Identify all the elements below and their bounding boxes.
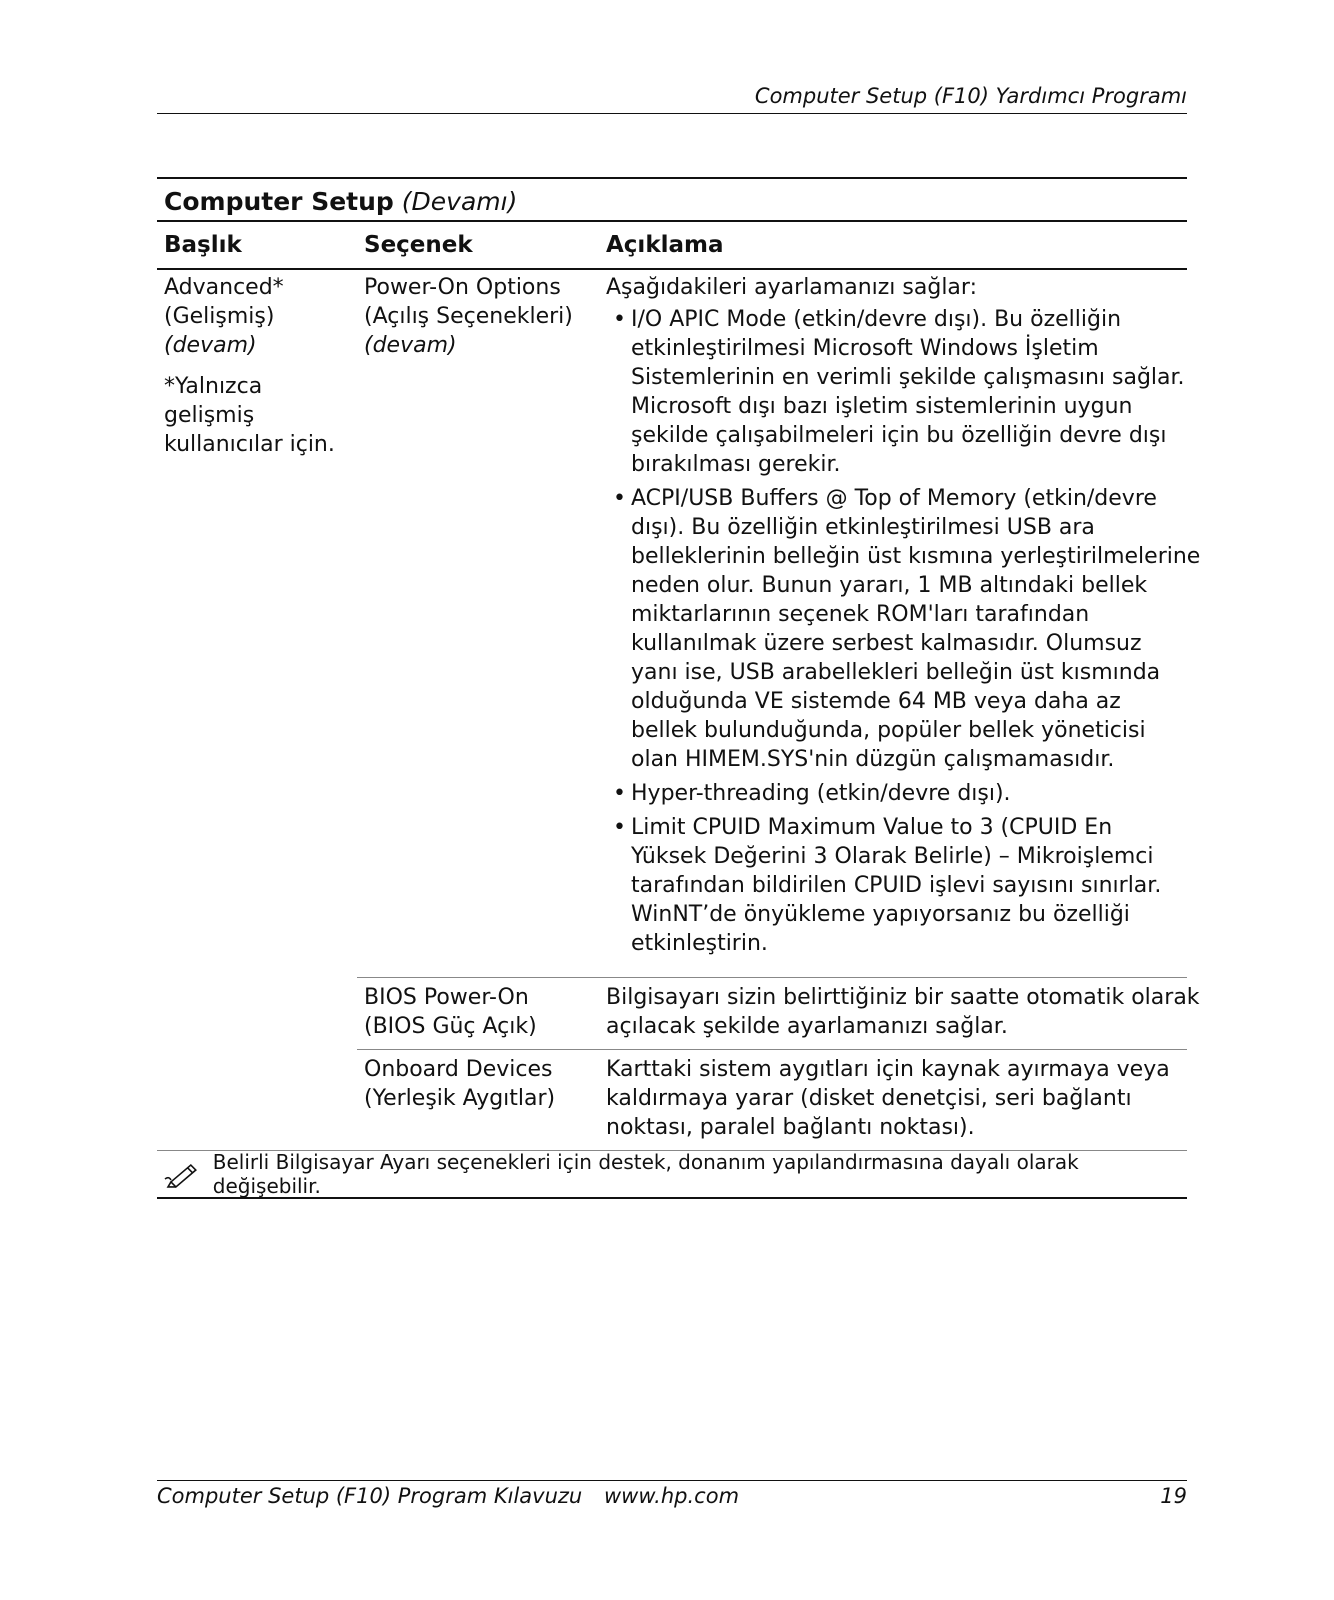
bullet-line: şekilde çalışabilmeleri için bu özelliğin devre dışı [631,423,1167,448]
heading-note-line: kullanıcılar için. [164,432,335,457]
option-continued: (devam) [364,333,457,358]
bullet-item [631,484,1201,774]
bullet-line: yanı ise, USB arabellekleri belleğin üst kısmında [631,660,1161,685]
table-title-main: Computer Setup [164,187,394,216]
description-line: açılacak şekilde ayarlamanızı sağlar. [606,1014,1008,1039]
bullet-line: kullanılmak üzere serbest kalmasıdır. Olumsuz [631,631,1142,656]
footer-title: Computer Setup (F10) Program Kılavuzu [157,1484,583,1508]
heading-line: (Gelişmiş) [164,304,275,329]
bullet-line: dışı). Bu özelliğin etkinleştirilmesi USB ara [631,515,1095,540]
header-secenek: Seçenek [364,232,473,258]
option-cell [357,1055,599,1142]
heading-line: Advanced* [164,275,284,300]
column-headers [157,222,1187,268]
footer-url: www.hp.com [604,1484,740,1508]
heading-note-line: *Yalnızca [164,374,263,399]
bullet-line: Microsoft dışı bazı işletim sistemlerinin uygun [631,394,1133,419]
description-intro: Aşağıdakileri ayarlamanızı sağlar: [606,275,977,300]
description-cell [599,1055,1187,1142]
bullet-item [631,779,1187,808]
bullet-line: Yüksek Değerini 3 Olarak Belirle) – Mikroişlemci [631,844,1154,869]
table-row [157,270,1201,963]
header-rule [157,113,1187,114]
bullet-line: olduğunda VE sistemde 64 MB veya daha az [631,689,1121,714]
option-line: BIOS Power-On [364,985,529,1010]
description-cell [599,983,1200,1041]
bullet-list [606,305,1201,958]
bullet-line: olan HIMEM.SYS'nin düzgün çalışmamasıdır. [631,747,1115,772]
bullet-line: • Hyper-threading (etkin/devre dışı). [631,781,1011,806]
bullet-line: belleklerinin belleğin üst kısmına yerleştirilmelerine [631,544,1201,569]
pencil-note-icon [163,1160,201,1188]
bullet-line: WinNT’de önyükleme yapıyorsanız bu özelliği [631,902,1130,927]
bullet-line: • I/O APIC Mode (etkin/devre dışı). Bu özelliğin [631,307,1122,332]
bullet-line: neden olur. Bunun yararı, 1 MB altındaki bellek [631,573,1148,598]
option-line: (Açılış Seçenekleri) [364,304,573,329]
table-row [157,978,1200,1049]
bullet-item [631,813,1187,958]
computer-setup-table [157,177,1201,1199]
bullet-line: etkinleştirin. [631,931,768,956]
header-baslik: Başlık [164,232,242,258]
table-title-continued: (Devamı) [401,187,518,216]
bullet-line: bellek bulunduğunda, popüler bellek yöneticisi [631,718,1146,743]
description-line: kaldırmaya yarar (disket denetçisi, seri bağlantı [606,1086,1132,1111]
bullet-line: etkinleştirilmesi Microsoft Windows İşletim [631,336,1099,361]
heading-cell [157,273,357,963]
footer-rule [157,1480,1187,1481]
bullet-line: Sistemlerinin en verimli şekilde çalışmasını sağlar. [631,365,1185,390]
option-cell [357,273,599,963]
bullet-line: • ACPI/USB Buffers @ Top of Memory (etkin/devre [631,486,1157,511]
option-cell [357,983,599,1041]
bullet-line: bırakılması gerekir. [631,452,841,477]
description-cell [599,273,1201,963]
heading-continued: (devam) [164,333,257,358]
document-page [157,0,1201,1600]
option-line: (BIOS Güç Açık) [364,1014,537,1039]
description-line: Bilgisayarı sizin belirttiğiniz bir saatte otomatik olarak [606,985,1200,1010]
description-line: Karttaki sistem aygıtları için kaynak ayırmaya veya [606,1057,1170,1082]
running-header: Computer Setup (F10) Yardımcı Programı [754,84,1187,108]
table-row [157,1050,1187,1150]
option-line: Power-On Options [364,275,561,300]
bullet-line: miktarlarının seçenek ROM'ları tarafından [631,602,1090,627]
bullet-line: tarafından bildirilen CPUID işlevi sayısını sınırlar. [631,873,1162,898]
description-line: noktası, paralel bağlantı noktası). [606,1115,975,1140]
note-text: Belirli Bilgisayar Ayarı seçenekleri için destek, donanım yapılandırmasına dayalı olarak değişebilir. [212,1150,1079,1198]
header-aciklama: Açıklama [606,232,724,258]
option-line: (Yerleşik Aygıtlar) [364,1086,556,1111]
page-number: 19 [1160,1484,1187,1508]
heading-note-line: gelişmiş [164,403,255,428]
bullet-item [631,305,1187,479]
table-note [157,1151,1187,1197]
bullet-line: • Limit CPUID Maximum Value to 3 (CPUID En [631,815,1113,840]
table-title [157,179,1187,220]
option-line: Onboard Devices [364,1057,553,1082]
